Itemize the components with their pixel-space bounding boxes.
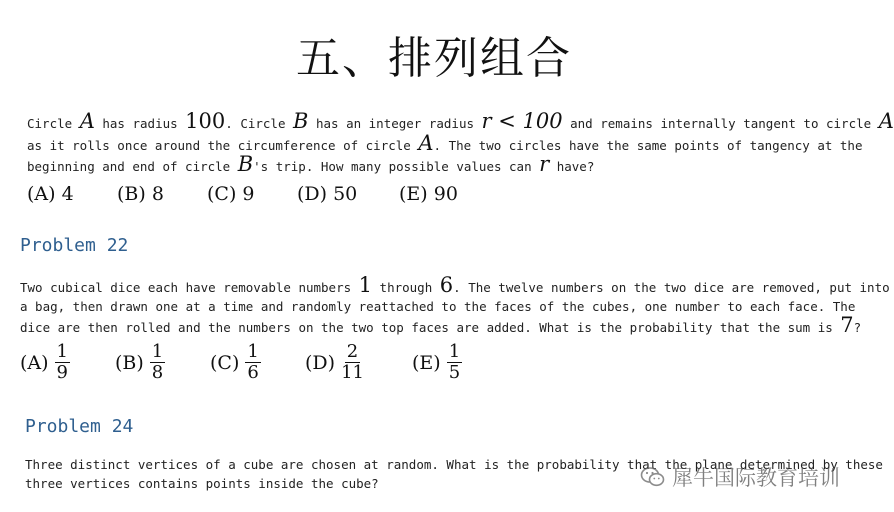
choice-d: (D) 50: [297, 183, 358, 205]
problem-24-heading: Problem 24: [25, 416, 134, 437]
watermark: [640, 462, 840, 492]
choice-a: (A) 4: [27, 183, 74, 205]
wechat-icon: [640, 464, 666, 490]
problem-a-line-2: as it rolls once around the circumference of circle A. The two circles have the same points of tangency at the: [27, 130, 863, 155]
problem-a-line-1: Circle A has radius 100. Circle B has an integer radius r < 100 and remains internally tangent to circle A: [27, 109, 894, 133]
choice-e: (E) 90: [399, 183, 458, 205]
math-a: A: [878, 109, 894, 133]
problem-22-line-3: dice are then rolled and the numbers on the two top faces are added. What is the probability that the sum is 7?: [20, 313, 862, 337]
math-6: 6: [439, 273, 454, 297]
problem-22-line-2: a bag, then drawn one at a time and randomly reattached to the faces of the cubes, one number to each face. The: [20, 298, 856, 314]
problem-24-line-1: Three distinct vertices of a cube are chosen at random. What is the probability that the plane determined by these: [25, 457, 883, 472]
problem-22-text: [20, 273, 890, 338]
watermark-text: 犀牛国际教育培训: [672, 466, 840, 490]
page-title: 五、排列组合: [296, 33, 572, 84]
math-b: B: [293, 109, 309, 133]
fraction: $\frac{1}{5}$: [448, 341, 461, 383]
math-r-lt-100: r < 100: [481, 109, 563, 133]
fraction: $\frac{1}{8}$: [151, 341, 164, 383]
problem-22-heading: Problem 22: [20, 235, 129, 256]
problem-22-line-1: Two cubical dice each have removable numbers 1 through 6. The twelve numbers on the two dice are removed, put into: [20, 273, 890, 297]
fraction: $\frac{1}{6}$: [247, 341, 259, 383]
fraction: $\frac{1}{9}$: [56, 341, 68, 383]
choice-c: (C) 9: [207, 183, 255, 205]
choice-d: (D) $\frac{2}{11}$: [305, 341, 364, 383]
math-r: r: [539, 152, 550, 176]
choice-b: (B) $\frac{1}{8}$: [115, 341, 164, 383]
math-a: A: [418, 130, 434, 155]
math-a: A: [79, 109, 95, 133]
fraction: $\frac{2}{11}$: [341, 341, 364, 383]
problem-a-line-3: beginning and end of circle B's trip. How many possible values can r have?: [27, 152, 595, 176]
math-b: B: [237, 152, 254, 176]
choice-a: (A) $\frac{1}{9}$: [20, 341, 68, 383]
choice-e: (E) $\frac{1}{5}$: [412, 341, 461, 383]
choice-c: (C) $\frac{1}{6}$: [210, 341, 259, 383]
math-7: 7: [840, 313, 854, 337]
problem-24-line-2: three vertices contains points inside the cube?: [25, 475, 379, 491]
problem-a-text: [27, 109, 894, 177]
math-100: 100: [185, 109, 226, 133]
choice-b: (B) 8: [117, 183, 164, 205]
math-1: 1: [358, 273, 373, 297]
